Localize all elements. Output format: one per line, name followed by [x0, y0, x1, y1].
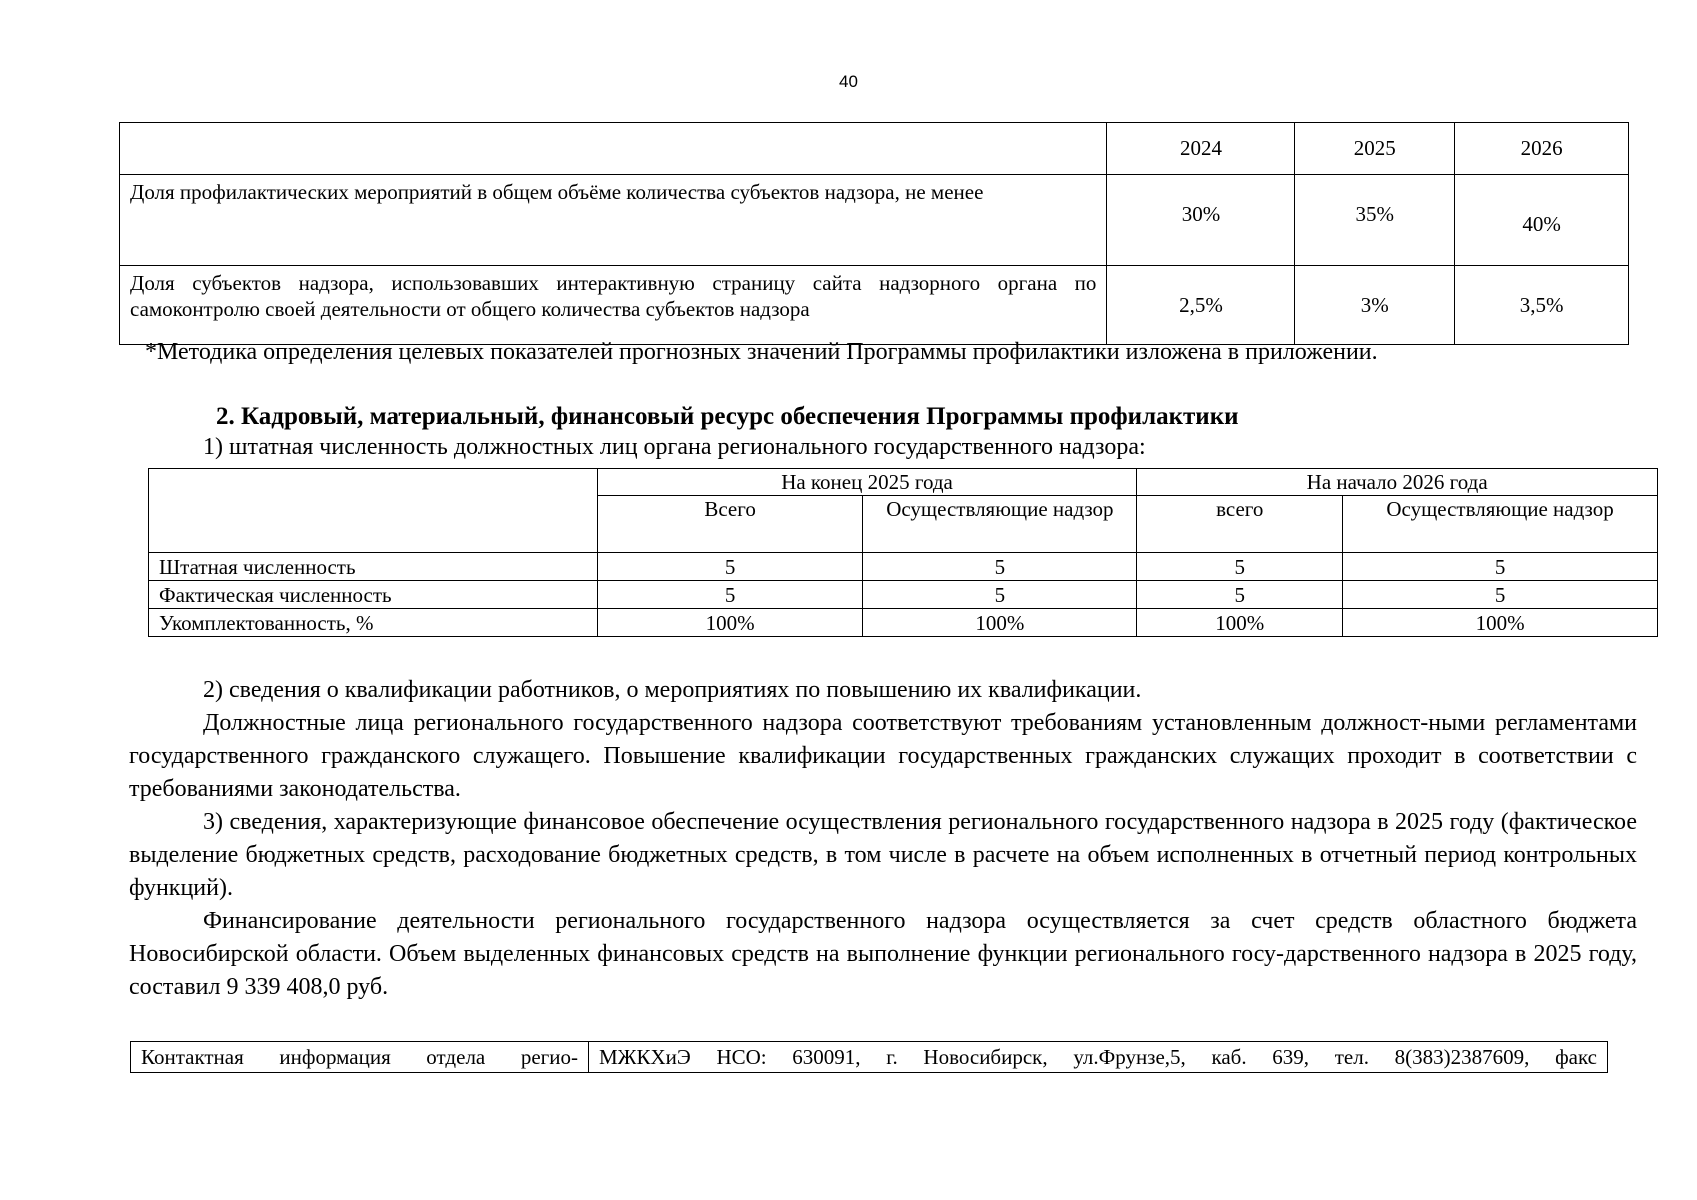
footnote: *Методика определения целевых показателей прогнозных значений Программы профилактики изложена в приложении.: [145, 339, 1378, 365]
cell-value: 100%: [597, 609, 863, 637]
table-row: [149, 581, 1658, 609]
page-number: 40: [839, 72, 858, 91]
cell-value: 5: [1137, 581, 1343, 609]
value-text: 40%: [1522, 211, 1561, 236]
row-label: Штатная численность: [149, 553, 598, 581]
cell-value: 5: [1343, 553, 1658, 581]
indicator-label: Доля субъектов надзора, использовавших интерактивную страницу сайта надзорного органа по самоконтролю своей деятельности от общего количества субъектов надзора: [120, 266, 1107, 345]
indicator-value: 3,5%: [1455, 266, 1629, 345]
paragraph-qualification-heading: 2) сведения о квалификации работников, о мероприятиях по повышению их квалификации.: [203, 677, 1142, 703]
paragraph-finance: Финансирование деятельности регионального государственного надзора осуществляется за счет средств областного бюджета Новосибирской области. Объем выделенных финансовых средств на выполнение функции регионального госу-дарственного надзора в 2025 году, составил 9 339 408,0 руб.: [129, 908, 1637, 1000]
row-label: Укомплектованность, %: [149, 609, 598, 637]
paragraph-qualification: Должностные лица регионального государственного надзора соответствуют требованиям установленным должност-ными регламентами государственного гражданского служащего. Повышение квалификации государственных гражданских служащих проходит в соответствии с требованиями законодательства.: [129, 710, 1637, 802]
header-empty-cell: [120, 123, 1107, 175]
paragraph-finance-heading: 3) сведения, характеризующие финансовое обеспечение осуществления регионального государственного надзора в 2025 году (фактическое выделение бюджетных средств, расходование бюджетных средств, в том числе в расчете на объем исполненных в отчетный период контрольных функций).: [129, 809, 1637, 901]
cell-value: 5: [863, 553, 1137, 581]
cell-value: 5: [1343, 581, 1658, 609]
table-row: [149, 553, 1658, 581]
subheader: Осуществляющие надзор: [863, 496, 1137, 553]
group-header: На конец 2025 года: [597, 469, 1137, 496]
header-empty-cell: [149, 469, 598, 553]
row-label: Фактическая численность: [149, 581, 598, 609]
subheader: всего: [1137, 496, 1343, 553]
indicators-table: [119, 122, 1629, 345]
cell-value: 5: [1137, 553, 1343, 581]
cell-value: 100%: [1343, 609, 1658, 637]
value-text: 30%: [1181, 201, 1221, 226]
cell-value: 5: [597, 553, 863, 581]
year-header: 2025: [1295, 123, 1455, 175]
table-row: [120, 266, 1629, 345]
subheader: Осуществляющие надзор: [1343, 496, 1658, 553]
staff-intro: 1) штатная численность должностных лиц органа регионального государственного надзора:: [203, 434, 1146, 460]
indicator-label: Доля профилактических мероприятий в общем объёме количества субъектов надзора, не менее: [120, 175, 1107, 266]
indicator-value: [1107, 175, 1295, 266]
indicator-value: [1295, 175, 1455, 266]
table-row: [120, 175, 1629, 266]
cell-value: 100%: [863, 609, 1137, 637]
value-text: 35%: [1355, 201, 1395, 226]
year-header: 2024: [1107, 123, 1295, 175]
table-row: [131, 1042, 1608, 1073]
group-header: На начало 2026 года: [1137, 469, 1658, 496]
table-row: [149, 609, 1658, 637]
contact-table: [130, 1041, 1608, 1073]
indicator-value: 2,5%: [1107, 266, 1295, 345]
cell-value: 5: [597, 581, 863, 609]
subheader: Всего: [597, 496, 863, 553]
contact-label: Контактная информация отдела регио-: [131, 1042, 589, 1073]
indicator-value: 3%: [1295, 266, 1455, 345]
cell-value: 5: [863, 581, 1137, 609]
indicator-value: [1455, 175, 1629, 266]
section-title: 2. Кадровый, материальный, финансовый ресурс обеспечения Программы профилактики: [216, 403, 1239, 430]
table-header-row: [149, 469, 1658, 496]
year-header: 2026: [1455, 123, 1629, 175]
table-header-row: [120, 123, 1629, 175]
staff-table: [148, 468, 1658, 637]
contact-value: МЖКХиЭ НСО: 630091, г. Новосибирск, ул.Фрунзе,5, каб. 639, тел. 8(383)2387609, факс: [589, 1042, 1608, 1073]
cell-value: 100%: [1137, 609, 1343, 637]
